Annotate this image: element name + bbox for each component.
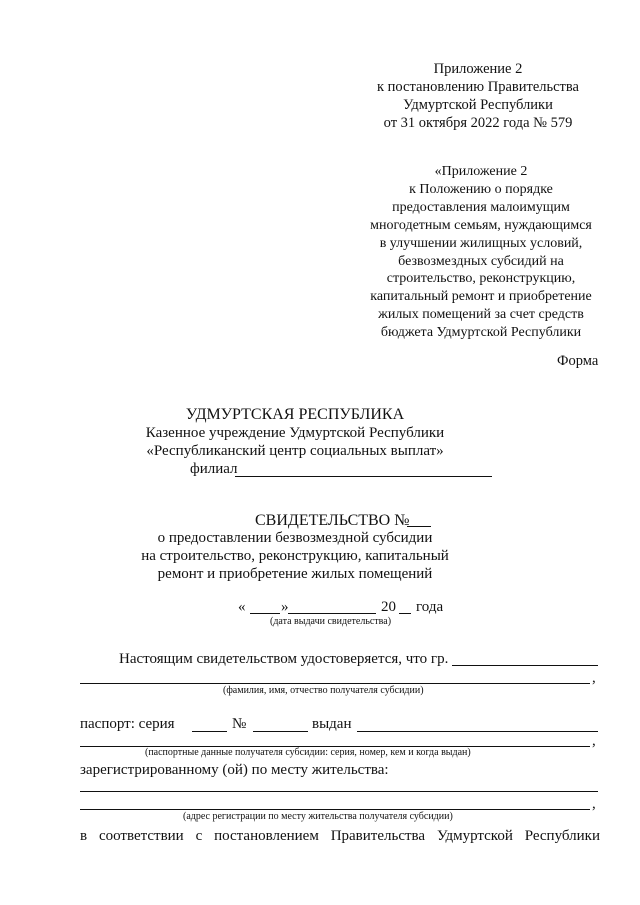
final-word: с	[195, 828, 203, 844]
date-year-suffix: года	[416, 599, 444, 615]
passport-number-label: №	[232, 716, 247, 732]
name-caption: (фамилия, имя, отчество получателя субсидии)	[223, 685, 424, 696]
comma: ,	[592, 733, 596, 749]
registered-label: зарегистрированному (ой) по месту жительства:	[80, 762, 389, 778]
date-month-line[interactable]	[288, 613, 376, 614]
appendix-quote-line: строительство, реконструкцию,	[386, 271, 576, 287]
final-word: Удмуртской	[436, 828, 513, 844]
issued-by-line[interactable]	[357, 731, 598, 732]
comma: ,	[592, 670, 596, 686]
citizen-name-line-2[interactable]	[80, 683, 590, 684]
passport-caption: (паспортные данные получателя субсидии: серия, номер, кем и когда выдан)	[145, 747, 471, 758]
final-word: постановлением	[214, 828, 319, 844]
passport-number-line[interactable]	[253, 731, 308, 732]
appendix-quote-line: в улучшении жилищных условий,	[379, 235, 583, 251]
date-year-line[interactable]	[399, 613, 411, 614]
passport-label: паспорт: серия	[80, 716, 175, 732]
certificate-subtitle-line: на строительство, реконструкцию, капитальный	[141, 548, 449, 564]
certificate-subtitle-line: ремонт и приобретение жилых помещений	[157, 566, 433, 582]
certificate-number-line[interactable]	[407, 526, 431, 527]
final-word: соответствии	[98, 828, 184, 844]
final-line	[80, 828, 600, 845]
final-word: Правительства	[330, 828, 426, 844]
org-republic: УДМУРТСКАЯ РЕСПУБЛИКА	[185, 406, 405, 423]
appendix-quote-line: капитальный ремонт и приобретение	[370, 289, 592, 305]
date-open-quote: «	[238, 599, 246, 615]
appendix-header	[298, 60, 640, 132]
org-center: «Республиканский центр социальных выплат»	[146, 443, 444, 459]
appendix-quote-line: к Положению о порядке	[409, 181, 553, 197]
appendix-quote-line: «Приложение 2	[434, 164, 528, 179]
org-institution: Казенное учреждение Удмуртской Республики	[145, 425, 445, 441]
appendix-header-line: к постановлению Правительства	[377, 79, 579, 95]
date-caption: (дата выдачи свидетельства)	[270, 616, 392, 627]
appendix-header-line: Удмуртской Республики	[403, 97, 553, 113]
address-line-1[interactable]	[80, 791, 598, 792]
appendix-quote-line: бюджета Удмуртской Республики	[380, 325, 582, 341]
citizen-name-line-1[interactable]	[452, 665, 598, 666]
final-word: в	[80, 828, 88, 844]
appendix-quote-line: многодетным семьям, нуждающимся	[370, 217, 592, 233]
certify-text: Настоящим свидетельством удостоверяется, что гр.	[119, 651, 449, 667]
appendix-header-line: от 31 октября 2022 года № 579	[383, 115, 573, 131]
final-word: Республики	[524, 828, 600, 844]
issued-label: выдан	[312, 716, 352, 732]
passport-series-line[interactable]	[192, 731, 227, 732]
comma: ,	[592, 796, 596, 812]
org-branch-label: филиал	[190, 461, 238, 477]
appendix-quote-line: безвозмездных субсидий на	[398, 253, 564, 269]
date-close-quote: »	[281, 599, 289, 615]
date-day-line[interactable]	[250, 613, 280, 614]
appendix-quote-line: предоставления малоимущим	[392, 199, 570, 215]
appendix-header-line: Приложение 2	[433, 61, 523, 77]
appendix-quote-line: жилых помещений за счет средств	[378, 307, 584, 323]
branch-input-line[interactable]	[235, 476, 492, 477]
address-line-2[interactable]	[80, 809, 590, 810]
certificate-subtitle-line: о предоставлении безвозмездной субсидии	[157, 530, 433, 546]
form-label: Форма	[557, 353, 599, 369]
address-caption: (адрес регистрации по месту жительства получателя субсидии)	[183, 811, 453, 822]
certificate-title: СВИДЕТЕЛЬСТВО №	[255, 512, 410, 529]
date-year-prefix: 20	[381, 599, 396, 615]
appendix-quote	[316, 163, 640, 342]
